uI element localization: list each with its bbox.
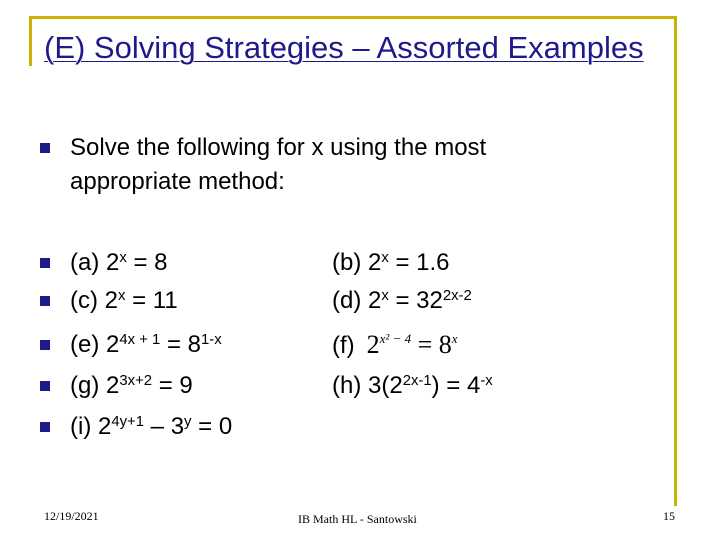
footer-center: IB Math HL - Santowski	[298, 512, 417, 526]
bullet-icon	[40, 258, 50, 268]
problem-f: (f) $2^{x^2 - 4} = 8^x$	[332, 330, 458, 359]
bullet-icon	[40, 340, 50, 350]
problem-g: (g) $2^{3x+2} = 9$	[70, 372, 193, 399]
problem-c: (c) $2^x = 11$	[70, 287, 178, 314]
frame-top-line	[29, 16, 677, 19]
intro-text: Solve the following for x using the most appropriate method:	[70, 134, 487, 195]
footer-page-number: 15	[663, 509, 675, 523]
slide-title: (E) Solving Strategies – Assorted Examples	[44, 30, 644, 65]
problem-b: (b) $2^x = 1.6$	[332, 249, 450, 276]
bullet-icon	[40, 143, 50, 153]
equation-image: $2^{x^2 - 4} = 8^x$	[366, 330, 458, 359]
problem-a: (a) $2^x = 8$	[70, 249, 168, 276]
footer-date: 12/19/2021	[44, 509, 99, 523]
bullet-icon	[40, 381, 50, 391]
problem-e: (e) $2^{4x + 1} = 8^{1-x}$	[70, 331, 222, 358]
bullet-icon	[40, 422, 50, 432]
bullet-icon	[40, 296, 50, 306]
frame-right-line	[674, 16, 677, 506]
frame-left-line	[29, 16, 32, 66]
problem-i: (i) $2^{4y+1} - 3^y = 0$	[70, 413, 233, 440]
problem-h: (h) $3(2^{2x-1}) = 4^{-x}$	[332, 372, 493, 399]
problem-d: (d) $2^x = 32^{2x-2}$	[332, 287, 472, 314]
